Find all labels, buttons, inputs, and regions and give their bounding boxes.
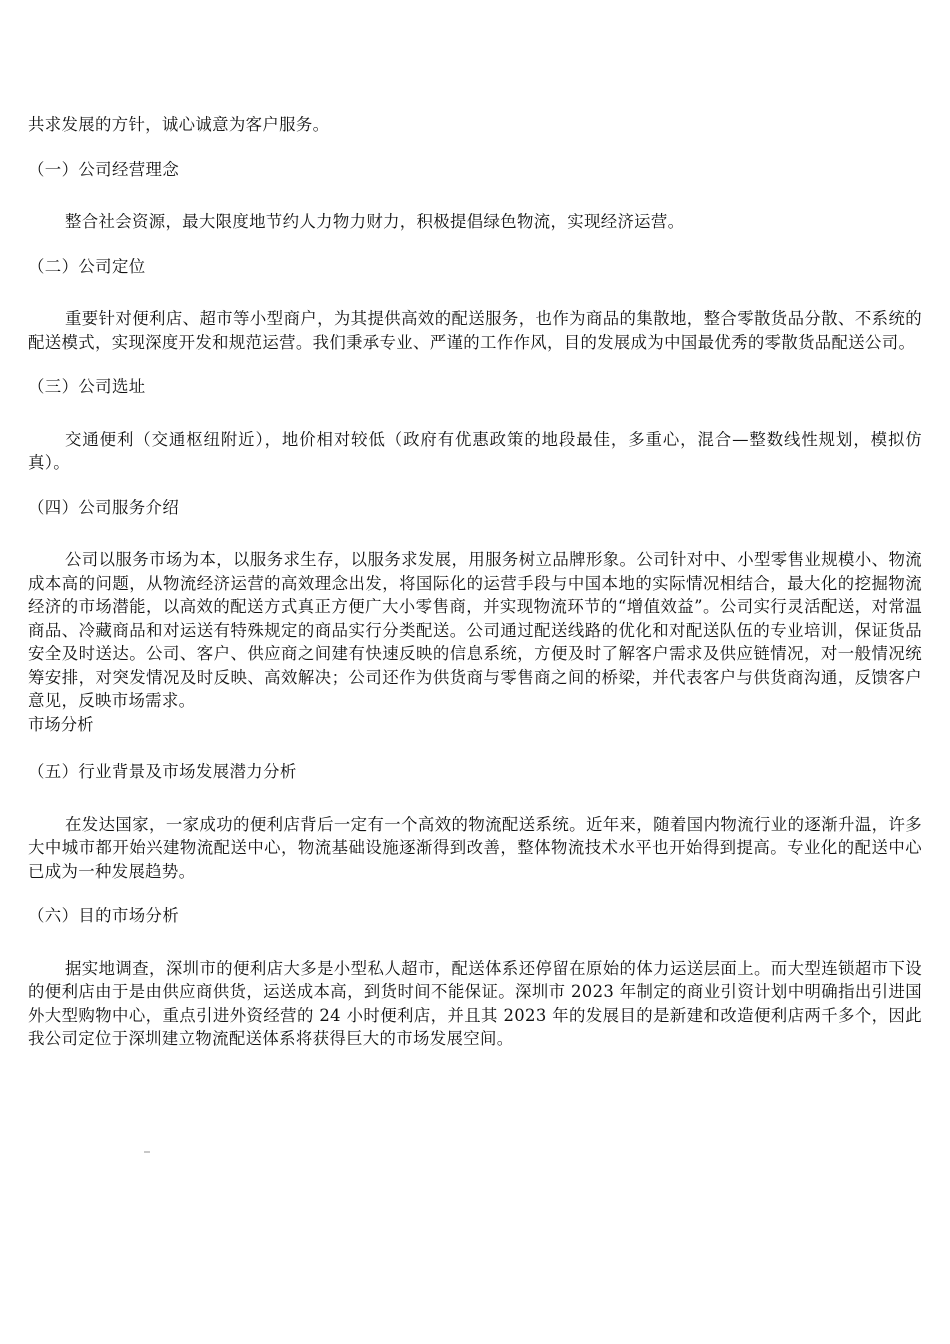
opening-line: 共求发展的方针，诚心诚意为客户服务。: [28, 115, 330, 134]
section-body-5: 在发达国家，一家成功的便利店背后一定有一个高效的物流配送系统。近年来，随着国内物流行业的逐渐升温，许多大中城市都开始兴建物流配送中心，物流基础设施逐渐得到改善，整体物流技术水平也开始得到提高。专业化的配送中心已成为一种发展趋势。: [28, 814, 922, 881]
section-body-3: 交通便利（交通枢纽附近），地价相对较低（政府有优惠政策的地段最佳，多重心，混合—整数线性规划，模拟仿真）。: [28, 429, 922, 472]
section-body-6: 据实地调查，深圳市的便利店大多是小型私人超市，配送体系还停留在原始的体力运送层面上。而大型连锁超市下设的便利店由于是由供应商供货，运送成本高，到货时间不能保证。深圳市 2023 年制定的商业引资计划中明确指出引进国外大型购物中心，重点引进外资经营的 24 小时便利店，并且其 2023 年的发展目的是新建和改造便利店两千多个，因此我公司定位于深圳建立物流配送体系将获得巨大的市场发展空间。: [28, 958, 922, 1048]
section-heading-2: （二）公司定位: [28, 256, 146, 276]
section-heading-5: （五）行业背景及市场发展潜力分析: [28, 762, 297, 781]
section-heading-3: （三）公司选址: [28, 377, 146, 396]
section-heading-1: （一）公司经营理念: [28, 159, 180, 179]
page-artifact-mark: [144, 1151, 150, 1153]
section-body-1: 整合社会资源，最大限度地节约人力物力财力，积极提倡绿色物流，实现经济运营。: [65, 212, 685, 231]
section-heading-6: （六）目的市场分析: [28, 906, 180, 925]
document-body: [28, 113, 922, 1051]
section-body-4: 公司以服务市场为本，以服务求生存，以服务求发展，用服务树立品牌形象。公司针对中、小型零售业规模小、物流成本高的问题，从物流经济运营的高效理念出发，将国际化的运营手段与中国本地的实际情况相结合，最大化的挖掘物流经济的市场潜能，以高效的配送方式真正方便广大小零售商，并实现物流环节的“增值效益”。公司实行灵活配送，对常温商品、冷藏商品和对运送有特殊规定的商品实行分类配送。公司通过配送线路的优化和对配送队伍的专业培训，保证货品安全及时送达。公司、客户、供应商之间建有快速反映的信息系统，方便及时了解客户需求及供应链情况，对一般情况统筹安排，对突发情况及时反映、高效解决；公司还作为供货商与零售商之间的桥梁，并代表客户与供货商沟通，反馈客户意见，反映市场需求。: [28, 550, 922, 710]
part-label: 市场分析: [28, 714, 94, 734]
section-body-2: 重要针对便利店、超市等小型商户，为其提供高效的配送服务，也作为商品的集散地，整合零散货品分散、不系统的配送模式，实现深度开发和规范运营。我们秉承专业、严谨的工作作风，目的发展成为中国最优秀的零散货品配送公司。: [28, 309, 922, 352]
section-heading-4: （四）公司服务介绍: [28, 497, 180, 517]
